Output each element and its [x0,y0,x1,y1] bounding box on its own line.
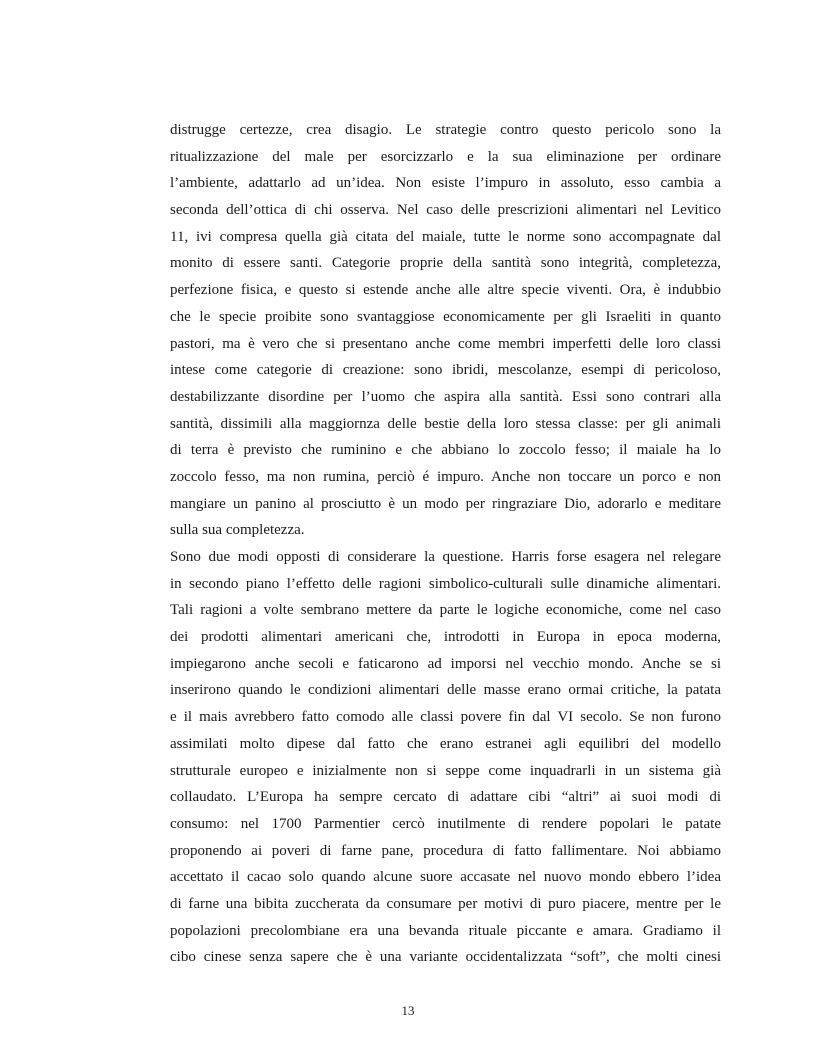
text-line: strutturale europeo e inizialmente non si seppe come inquadrarli in un sistema già [170,762,721,779]
text-line: intese come categorie di creazione: sono ibridi, mescolanze, esempi di pericoloso, [170,362,721,379]
text-line: Tali ragioni a volte sembrano mettere da parte le logiche economiche, come nel caso [170,602,721,619]
text-line: consumo: nel 1700 Parmentier cercò inutilmente di rendere popolari le patate [170,815,721,832]
text-line: e il mais avrebbero fatto comodo alle classi povere fin dal VI secolo. Se non furono [170,709,721,726]
text-line: 11, ivi compresa quella già citata del maiale, tutte le norme sono accompagnate dal [170,228,721,245]
text-line: in secondo piano l’effetto delle ragioni simbolico-culturali sulle dinamiche alimentari. [170,575,721,592]
text-line: cibo cinese senza sapere che è una variante occidentalizzata “soft”, che molti cinesi [170,949,721,966]
text-line: accettato il cacao solo quando alcune suore accasate nel nuovo mondo ebbero l’idea [170,869,721,886]
text-line: popolazioni precolombiane era una bevanda rituale piccante e amara. Gradiamo il [170,922,721,939]
text-line: l’ambiente, adattarlo ad un’idea. Non esiste l’impuro in assoluto, esso cambia a [170,175,721,192]
text-line: sulla sua completezza. [170,522,305,539]
text-line: distrugge certezze, crea disagio. Le strategie contro questo pericolo sono la [170,122,721,138]
text-line: mangiare un panino al prosciutto è un modo per ringraziare Dio, adorarlo e meditare [170,495,721,512]
text-line: destabilizzante disordine per l’uomo che aspira alla santità. Essi sono contrari alla [170,388,721,405]
text-line: proponendo ai poveri di farne pane, procedura di fatto fallimentare. Noi abbiamo [170,842,721,859]
text-line: inserirono quando le condizioni alimentari delle masse erano ormai critiche, la patata [170,682,721,699]
paragraph-2 [170,544,721,971]
paragraph-1 [170,117,721,544]
text-line: monito di essere santi. Categorie proprie della santità sono integrità, completezza, [170,255,721,272]
text-line: dei prodotti alimentari americani che, introdotti in Europa in epoca moderna, [170,629,721,646]
text-line: perfezione fisica, e questo si estende anche alle altre specie viventi. Ora, è indubbio [170,282,721,299]
text-line: pastori, ma è vero che si presentano anche come membri imperfetti delle loro classi [170,335,721,352]
text-line: che le specie proibite sono svantaggiose economicamente per gli Israeliti in quanto [170,308,721,325]
text-line: impiegarono anche secoli e faticarono ad imporsi nel vecchio mondo. Anche se si [170,655,721,672]
text-line: di terra è previsto che ruminino e che abbiano lo zoccolo fesso; il maiale ha lo [170,442,721,459]
page-body [170,117,721,971]
page-number: 13 [401,1003,415,1018]
text-line: di farne una bibita zuccherata da consumare per motivi di puro piacere, mentre per le [170,895,721,912]
text-line: ritualizzazione del male per esorcizzarlo e la sua eliminazione per ordinare [170,148,721,165]
text-line: assimilati molto dipese dal fatto che erano estranei agli equilibri del modello [170,735,721,752]
text-line: collaudato. L’Europa ha sempre cercato di adattare cibi “altri” ai suoi modi di [170,789,721,806]
text-line: seconda dell’ottica di chi osserva. Nel caso delle prescrizioni alimentari nel Levitico [170,202,721,219]
text-line: Sono due modi opposti di considerare la questione. Harris forse esagera nel relegare [170,549,721,565]
text-line: santità, dissimili alla maggiornza delle bestie della loro stessa classe: per gli animali [170,415,721,432]
text-line: zoccolo fesso, ma non rumina, perciò é impuro. Anche non toccare un porco e non [170,468,721,485]
